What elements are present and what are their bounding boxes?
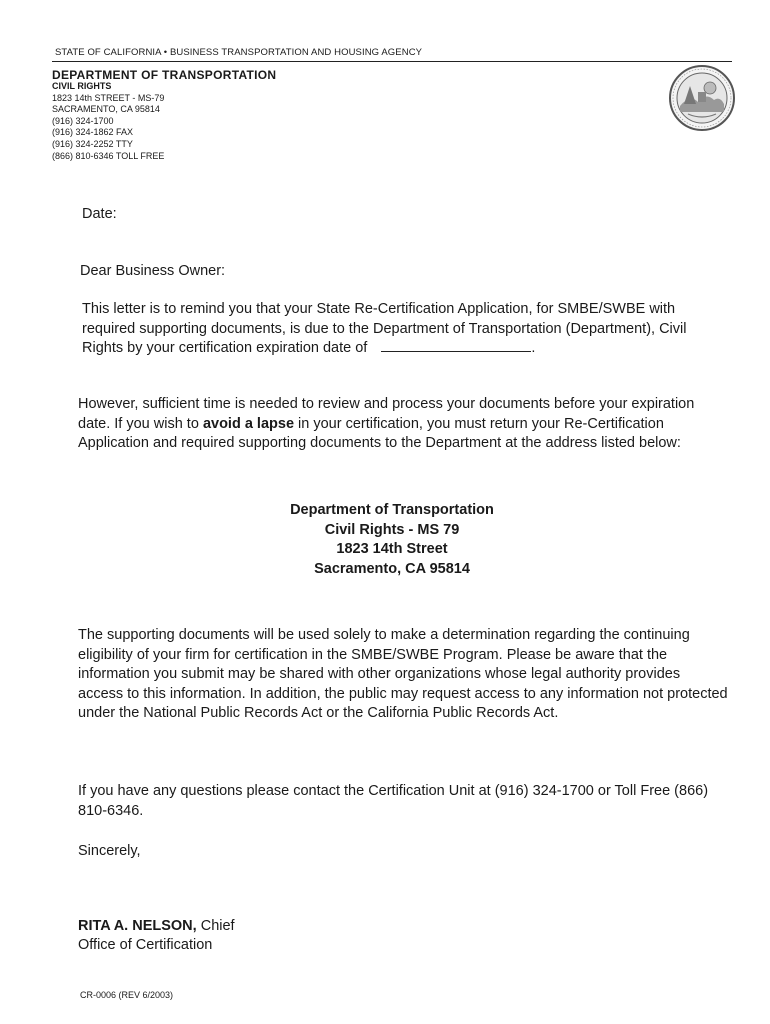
signer-role: Chief <box>196 918 235 934</box>
signer-name <box>78 917 235 937</box>
form-number: CR-0006 (REV 6/2003) <box>80 990 174 1000</box>
expiration-date-blank <box>381 339 531 352</box>
greeting: Dear Business Owner: <box>80 263 226 279</box>
address-line: (916) 324-1700 <box>52 115 114 126</box>
address-line: SACRAMENTO, CA 95814 <box>52 104 160 115</box>
mailing-address <box>0 501 770 579</box>
return-instructions-paragraph <box>78 395 723 454</box>
reminder-period: . <box>531 340 536 357</box>
address-line: CIVIL RIGHTS <box>52 81 112 91</box>
mailing-address-line: Civil Rights - MS 79 <box>324 521 460 538</box>
signer-office: Office of Certification <box>78 937 213 953</box>
closing: Sincerely, <box>78 843 141 859</box>
privacy-paragraph: The supporting documents will be used solely to make a determination regarding the continuing eligibility of your firm for certification in the SMBE/SWBE Program. Please be aware that the information you submit may be shared with other organizations whose legal authority provides access to this information. In addition, the public may request access to any information not protected under the National Public Records Act or the California Public Records Act. <box>78 627 728 722</box>
header-rule <box>52 61 732 62</box>
department-address <box>52 81 164 162</box>
mailing-address-line: Sacramento, CA 95814 <box>314 560 470 577</box>
contact-paragraph: If you have any questions please contact the Certification Unit at (916) 324-1700 or Toll Free (866) 810-6346. <box>78 783 709 819</box>
address-line: 1823 14th STREET - MS-79 <box>52 92 165 103</box>
address-line: (916) 324-1862 FAX <box>52 127 134 138</box>
signer-name-bold: RITA A. NELSON, <box>78 918 197 934</box>
state-seal-icon <box>668 64 736 132</box>
reminder-text: This letter is to remind you that your State Re-Certification Application, for SMBE/SWBE with required supporting documents, is due to the Department of Transportation (Department), Civil Rights by your certification expiration date of <box>82 301 687 357</box>
return-text-end: in your certification, you must return your Re-Certification Application and required supporting documents to the Department at the address listed below: <box>78 415 681 452</box>
mailing-address-line: Department of Transportation <box>290 502 494 518</box>
address-line: (916) 324-2252 TTY <box>52 138 133 149</box>
reminder-paragraph <box>82 300 722 359</box>
return-text-start: However, sufficient time is needed to review and process your documents before your expiration date. If you wish to <box>78 396 695 432</box>
mailing-address-line: 1823 14th Street <box>336 541 448 558</box>
department-title: DEPARTMENT OF TRANSPORTATION <box>52 68 277 82</box>
avoid-lapse-emphasis: avoid a lapse <box>202 415 295 432</box>
address-line: (866) 810-6346 TOLL FREE <box>52 150 165 161</box>
date-label: Date: <box>82 206 117 222</box>
agency-header: STATE OF CALIFORNIA • BUSINESS TRANSPORTATION AND HOUSING AGENCY <box>55 47 423 58</box>
